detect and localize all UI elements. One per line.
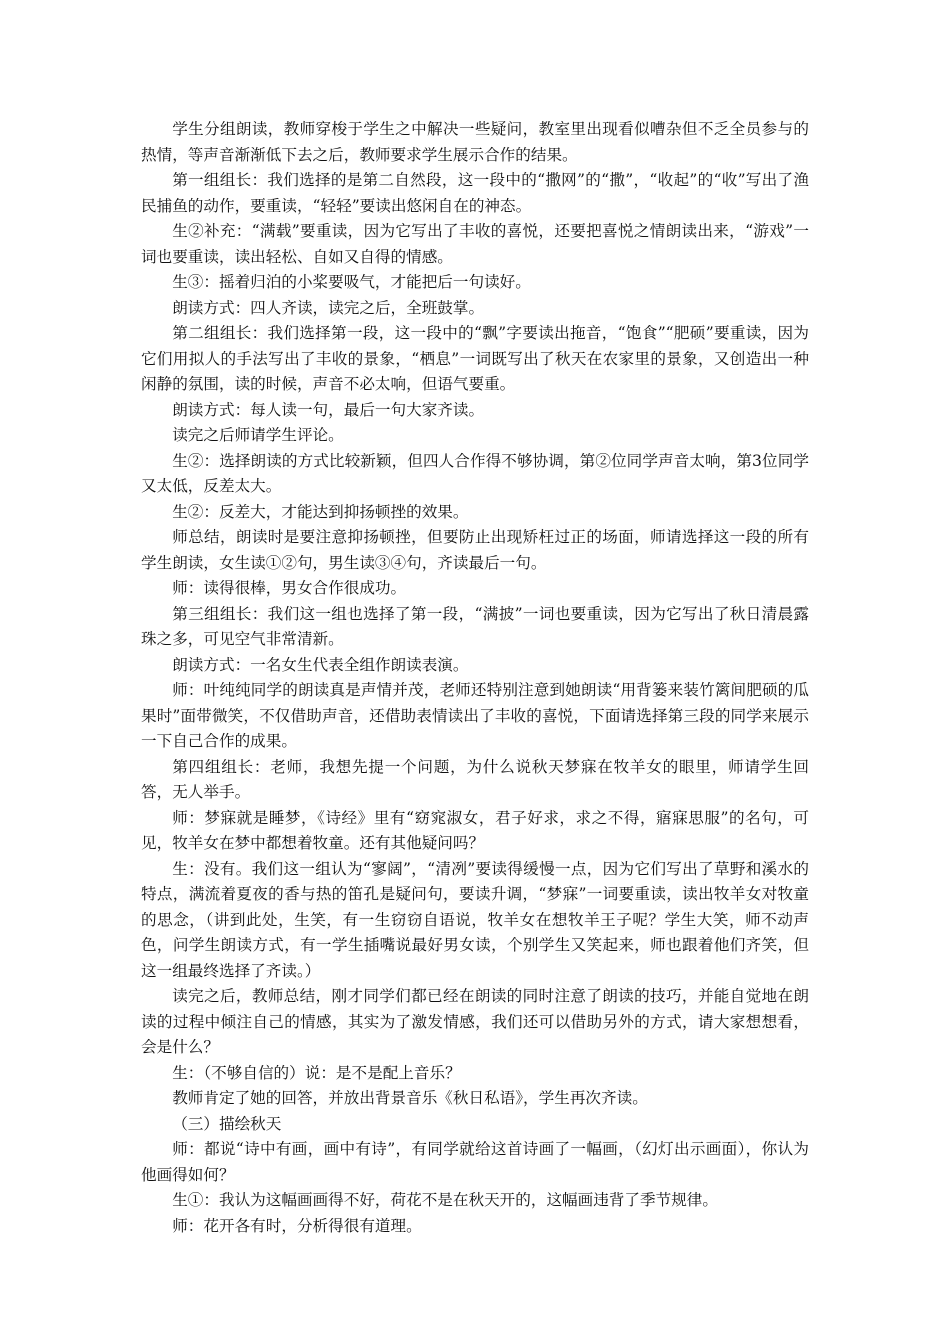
paragraph-15: 师：叶纯纯同学的朗读真是声情并茂，老师还特别注意到她朗读“用背篓来装竹篱间肥硕的瓜果时”面带微笑，不仅借助声音，还借助表情读出了丰收的喜悦，下面请选择第三段的同学来展示一下自己合作的成果。 bbox=[141, 681, 809, 750]
paragraph-6: 第二组组长：我们选择第一段，这一段中的“飘”字要读出拖音，“饱食”“肥硕”要重读，因为它们用拟人的手法写出了丰收的景象，“栖息”一词既写出了秋天在农家里的景象，又创造出一种闲静的氛围，读的时候，声音不必太响，但语气要重。 bbox=[141, 324, 809, 393]
paragraph-24: 生①：我认为这幅画画得不好，荷花不是在秋天开的，这幅画违背了季节规律。 bbox=[172, 1191, 718, 1209]
paragraph-25: 师：花开各有时，分析得很有道理。 bbox=[172, 1216, 422, 1235]
paragraph-12: 师：读得很棒，男女合作很成功。 bbox=[172, 579, 407, 597]
paragraph-4: 生③：摇着归泊的小桨要吸气，才能把后一句读好。 bbox=[172, 273, 531, 291]
paragraph-13: 第三组组长：我们这一组也选择了第一段，“满披”一词也要重读，因为它写出了秋日清晨露珠之多，可见空气非常清新。 bbox=[141, 604, 809, 648]
paragraph-23: 师：都说“诗中有画，画中有诗”，有同学就给这首诗画了一幅画，（幻灯出示画面），你认为他画得如何？ bbox=[141, 1140, 809, 1184]
paragraph-1: 学生分组朗读，教师穿梭于学生之中解决一些疑问，教室里出现看似嘈杂但不乏全员参与的热情，等声音渐渐低下去之后，教师要求学生展示合作的结果。 bbox=[141, 120, 809, 164]
paragraph-5: 朗读方式：四人齐读，读完之后，全班鼓掌。 bbox=[172, 298, 485, 317]
paragraph-9: 生②：选择朗读的方式比较新颖，但四人合作得不够协调，第②位同学声音太响，第3位同学又太低，反差太大。 bbox=[141, 451, 809, 495]
paragraph-16: 第四组组长：老师，我想先提一个问题，为什么说秋天梦寐在牧羊女的眼里，师请学生回答，无人举手。 bbox=[141, 757, 809, 801]
paragraph-21: 教师肯定了她的回答，并放出背景音乐《秋日私语》，学生再次齐读。 bbox=[172, 1089, 648, 1107]
paragraph-14: 朗读方式：一名女生代表全组作朗读表演。 bbox=[172, 655, 469, 674]
section-heading: （三）描绘秋天 bbox=[172, 1114, 282, 1133]
paragraph-11: 师总结，朗读时是要注意抑扬顿挫，但要防止出现矫枉过正的场面，师请选择这一段的所有学生朗读，女生读①②句，男生读③④句，齐读最后一句。 bbox=[141, 528, 809, 572]
paragraph-19: 读完之后，教师总结，刚才同学们都已经在朗读的同时注意了朗读的技巧，并能自觉地在朗读的过程中倾注自己的情感，其实为了激发情感，我们还可以借助另外的方式，请大家想想看，会是什么？ bbox=[141, 987, 809, 1056]
paragraph-3: 生②补充：“满载”要重读，因为它写出了丰收的喜悦，还要把喜悦之情朗读出来，“游戏”一词也要重读，读出轻松、自如又自得的情感。 bbox=[141, 222, 809, 266]
paragraph-7: 朗读方式：每人读一句，最后一句大家齐读。 bbox=[172, 400, 485, 419]
paragraph-10: 生②：反差大，才能达到抑扬顿挫的效果。 bbox=[172, 502, 469, 521]
paragraph-18: 生：没有。我们这一组认为“寥阔”，“清冽”要读得缓慢一点，因为它们写出了草野和溪水的特点，满流着夏夜的香与热的笛孔是疑问句，要读升调，“梦寐”一词要重读，读出牧羊女对牧童的思念，（讲到此处，生笑，有一生窃窃自语说，牧羊女在想牧羊王子呢？学生大笑，师不动声色，问学生朗读方式，有一学生插嘴说最好男女读，个别学生又笑起来，师也跟着他们齐笑，但这一组最终选择了齐读。） bbox=[141, 859, 809, 980]
document-body bbox=[141, 117, 809, 1239]
paragraph-2: 第一组组长：我们选择的是第二自然段，这一段中的“撒网”的“撒”，“收起”的“收”写出了渔民捕鱼的动作，要重读，“轻轻”要读出悠闲自在的神态。 bbox=[141, 171, 809, 215]
paragraph-8: 读完之后师请学生评论。 bbox=[172, 426, 344, 444]
paragraph-17: 师：梦寐就是睡梦，《诗经》里有“窈窕淑女，君子好求，求之不得，寤寐思服”的名句，可见，牧羊女在梦中都想着牧童。还有其他疑问吗？ bbox=[141, 808, 809, 852]
paragraph-20: 生：（不够自信的）说：是不是配上音乐？ bbox=[172, 1063, 461, 1082]
